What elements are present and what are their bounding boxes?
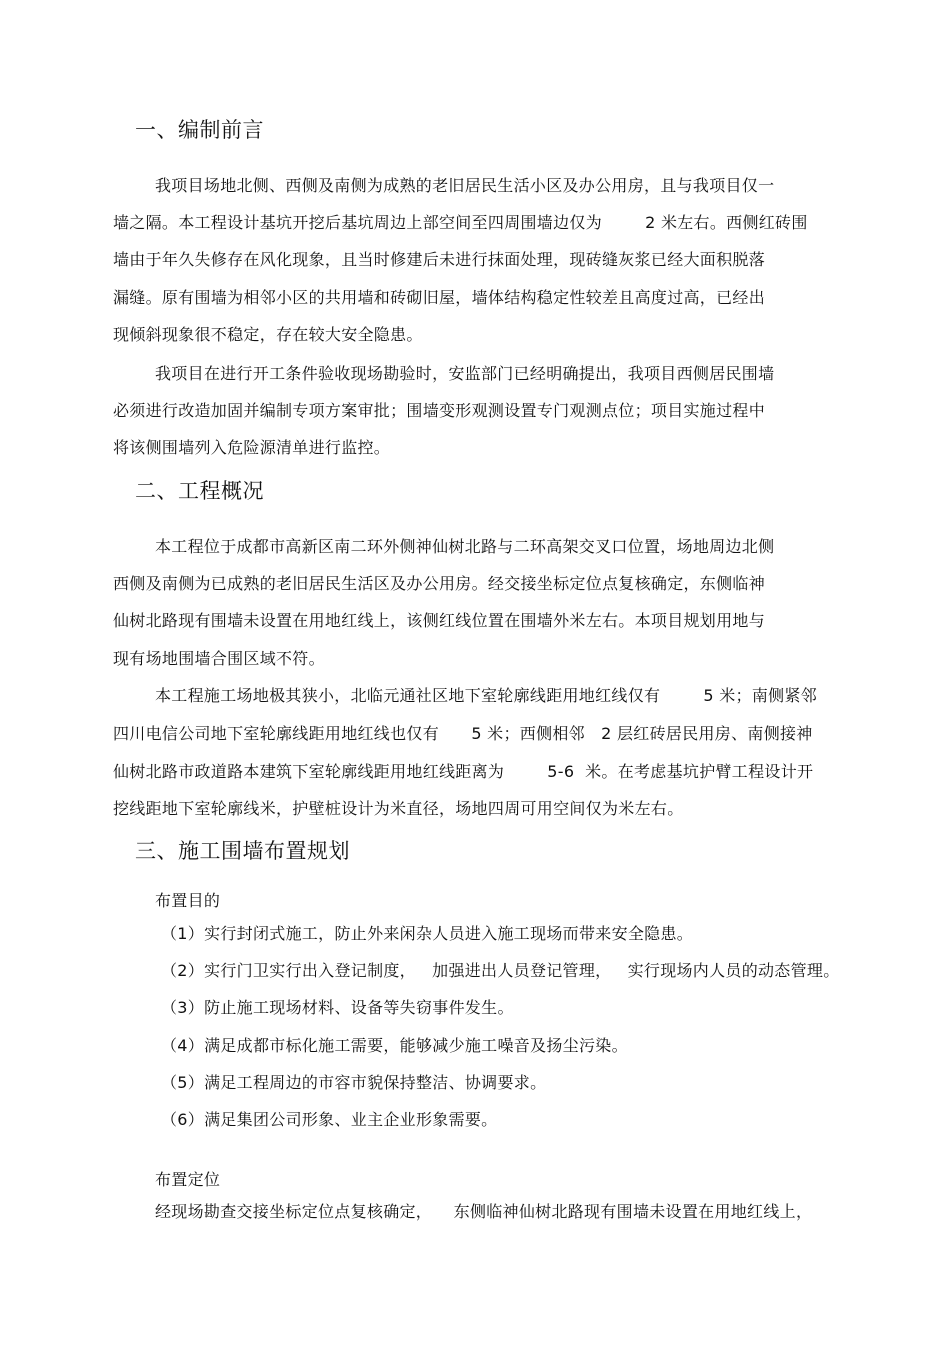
purpose-item: （6）满足集团公司形象、业主企业形象需要。	[161, 1110, 498, 1129]
paragraph-line: 我项目在进行开工条件验收现场勘验时，安监部门已经明确提出，我项目西侧居民围墙	[155, 364, 775, 383]
purpose-item: （1）实行封闭式施工，防止外来闲杂人员进入施工现场而带来安全隐患。	[161, 924, 694, 943]
section-heading-preface: 一、编制前言	[135, 118, 264, 142]
paragraph-line: 挖线距地下室轮廓线米，护壁桩设计为米直径，场地四周可用空间仅为米左右。	[113, 799, 684, 818]
paragraph-line: 墙由于年久失修存在风化现象，且当时修建后未进行抹面处理，现砖缝灰浆已经大面积脱落	[113, 250, 766, 269]
section-heading-fence-plan: 三、施工围墙布置规划	[135, 839, 350, 863]
paragraph-line: 将该侧围墙列入危险源清单进行监控。	[113, 438, 391, 457]
purpose-item: （4）满足成都市标化施工需要，能够减少施工噪音及扬尘污染。	[161, 1036, 628, 1055]
paragraph-line: 仙树北路市政道路本建筑下室轮廓线距用地红线距离为 5-6 米。在考虑基坑护臂工程设计开	[113, 762, 814, 781]
paragraph-line: 经现场勘查交接坐标定位点复核确定， 东侧临神仙树北路现有围墙未设置在用地红线上，	[155, 1202, 813, 1221]
paragraph-line: 墙之隔。本工程设计基坑开挖后基坑周边上部空间至四周围墙边仅为 2 米左右。西侧红砖围	[113, 213, 808, 232]
paragraph-line: 现倾斜现象很不稳定，存在较大安全隐患。	[113, 325, 423, 344]
purpose-item: （3）防止施工现场材料、设备等失窃事件发生。	[161, 998, 514, 1017]
paragraph-line: 必须进行改造加固并编制专项方案审批；围墙变形观测设置专门观测点位；项目实施过程中	[113, 401, 766, 420]
paragraph-line: 现有场地围墙合围区域不符。	[113, 649, 325, 668]
paragraph-line: 本工程位于成都市高新区南二环外侧神仙树北路与二环高架交叉口位置，场地周边北侧	[155, 537, 775, 556]
purpose-item: （5）满足工程周边的市容市貌保持整洁、协调要求。	[161, 1073, 547, 1092]
paragraph-line: 四川电信公司地下室轮廓线距用地红线也仅有 5 米；西侧相邻 2 层红砖居民用房、南侧接神	[113, 724, 813, 743]
paragraph-line: 西侧及南侧为已成熟的老旧居民生活区及办公用房。经交接坐标定位点复核确定，东侧临神	[113, 574, 766, 593]
paragraph-line: 仙树北路现有围墙未设置在用地红线上，该侧红线位置在围墙外米左右。本项目规划用地与	[113, 611, 766, 630]
paragraph-line: 我项目场地北侧、西侧及南侧为成熟的老旧居民生活小区及办公用房，且与我项目仅一	[155, 176, 775, 195]
purpose-item: （2）实行门卫实行出入登记制度， 加强进出人员登记管理， 实行现场内人员的动态管理。	[161, 961, 840, 980]
paragraph-line: 本工程施工场地极其狭小，北临元通社区地下室轮廓线距用地红线仅有 5 米；南侧紧邻	[155, 686, 818, 705]
section-heading-overview: 二、工程概况	[135, 479, 264, 503]
subheading-position: 布置定位	[155, 1170, 221, 1189]
subheading-purpose: 布置目的	[155, 891, 221, 910]
paragraph-line: 漏缝。原有围墙为相邻小区的共用墙和砖砌旧屋，墙体结构稳定性较差且高度过高，已经出	[113, 288, 766, 307]
